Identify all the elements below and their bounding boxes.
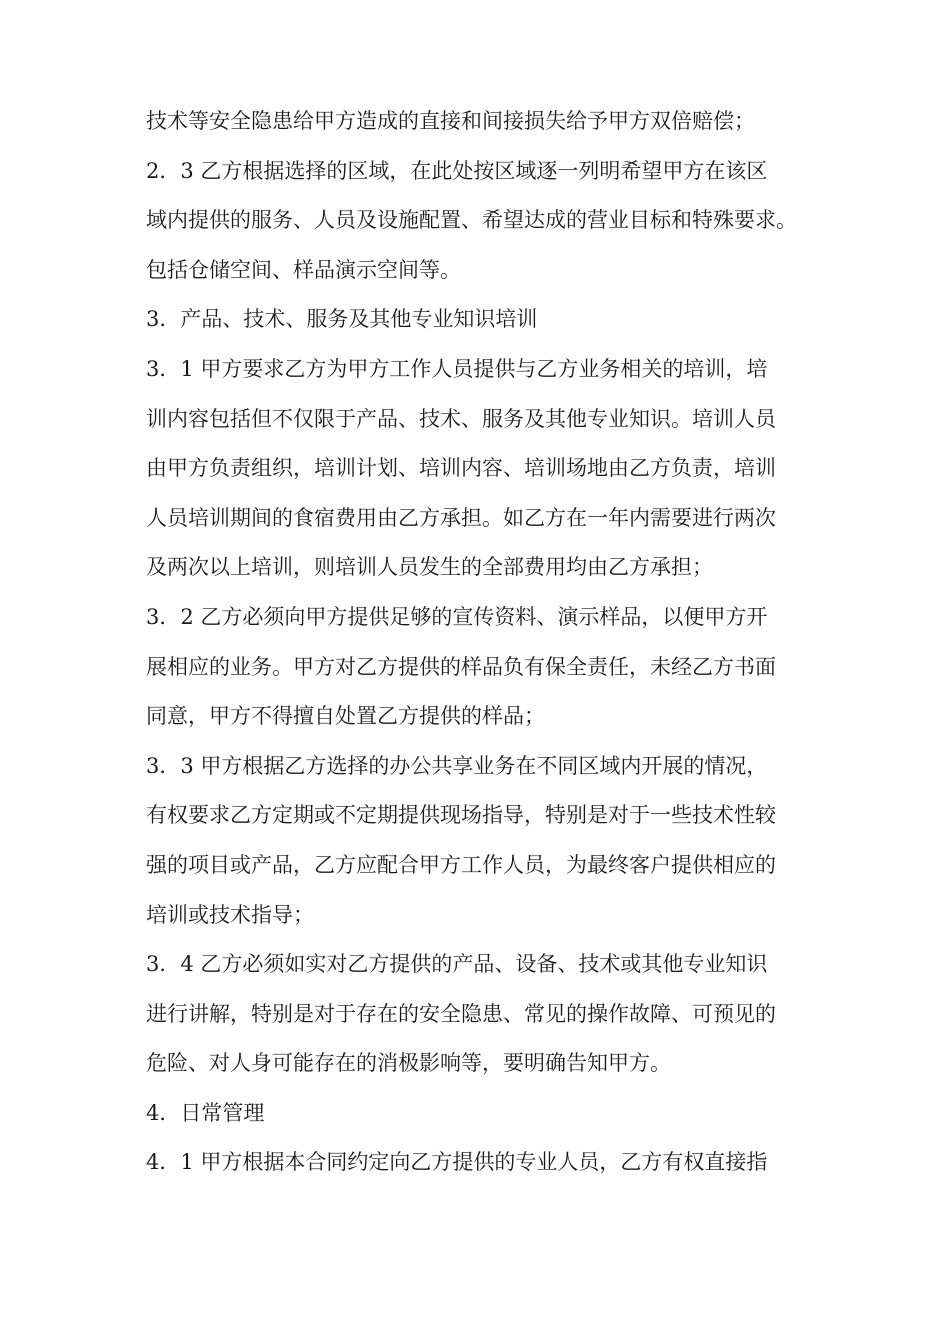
text-line: 3．1 甲方要求乙方为甲方工作人员提供与乙方业务相关的培训，培	[146, 356, 768, 381]
section-heading: 4．日常管理	[146, 1100, 265, 1125]
text-line: 2．3 乙方根据选择的区域，在此处按区域逐一列明希望甲方在该区	[146, 158, 768, 183]
text-line: 训内容包括但不仅限于产品、技术、服务及其他专业知识。培训人员	[146, 406, 776, 431]
text-line: 人员培训期间的食宿费用由乙方承担。如乙方在一年内需要进行两次	[146, 505, 776, 530]
text-line: 强的项目或产品，乙方应配合甲方工作人员，为最终客户提供相应的	[146, 852, 776, 877]
text-line: 同意，甲方不得擅自处置乙方提供的样品；	[146, 704, 545, 729]
text-line: 3．4 乙方必须如实对乙方提供的产品、设备、技术或其他专业知识	[146, 952, 768, 977]
text-line: 有权要求乙方定期或不定期提供现场指导，特别是对于一些技术性较	[146, 803, 776, 828]
section-heading: 3．产品、技术、服务及其他专业知识培训	[146, 307, 538, 332]
text-line: 包括仓储空间、样品演示空间等。	[146, 257, 461, 282]
text-line: 域内提供的服务、人员及设施配置、希望达成的营业目标和特殊要求。	[146, 208, 797, 233]
document-body	[146, 103, 821, 1194]
text-line: 展相应的业务。甲方对乙方提供的样品负有保全责任，未经乙方书面	[146, 654, 776, 679]
text-line: 3．3 甲方根据乙方选择的办公共享业务在不同区域内开展的情况，	[146, 753, 768, 778]
text-line: 危险、对人身可能存在的消极影响等，要明确告知甲方。	[146, 1051, 671, 1076]
text-line: 4．1 甲方根据本合同约定向乙方提供的专业人员，乙方有权直接指	[146, 1150, 768, 1175]
text-line: 技术等安全隐患给甲方造成的直接和间接损失给予甲方双倍赔偿；	[146, 109, 755, 133]
text-line: 进行讲解，特别是对于存在的安全隐患、常见的操作故障、可预见的	[146, 1001, 776, 1026]
text-line: 及两次以上培训，则培训人员发生的全部费用均由乙方承担；	[146, 555, 713, 580]
text-line: 3．2 乙方必须向甲方提供足够的宣传资料、演示样品，以便甲方开	[146, 604, 768, 629]
text-line: 由甲方负责组织，培训计划、培训内容、培训场地由乙方负责，培训	[146, 456, 776, 481]
text-line: 培训或技术指导；	[146, 902, 314, 927]
